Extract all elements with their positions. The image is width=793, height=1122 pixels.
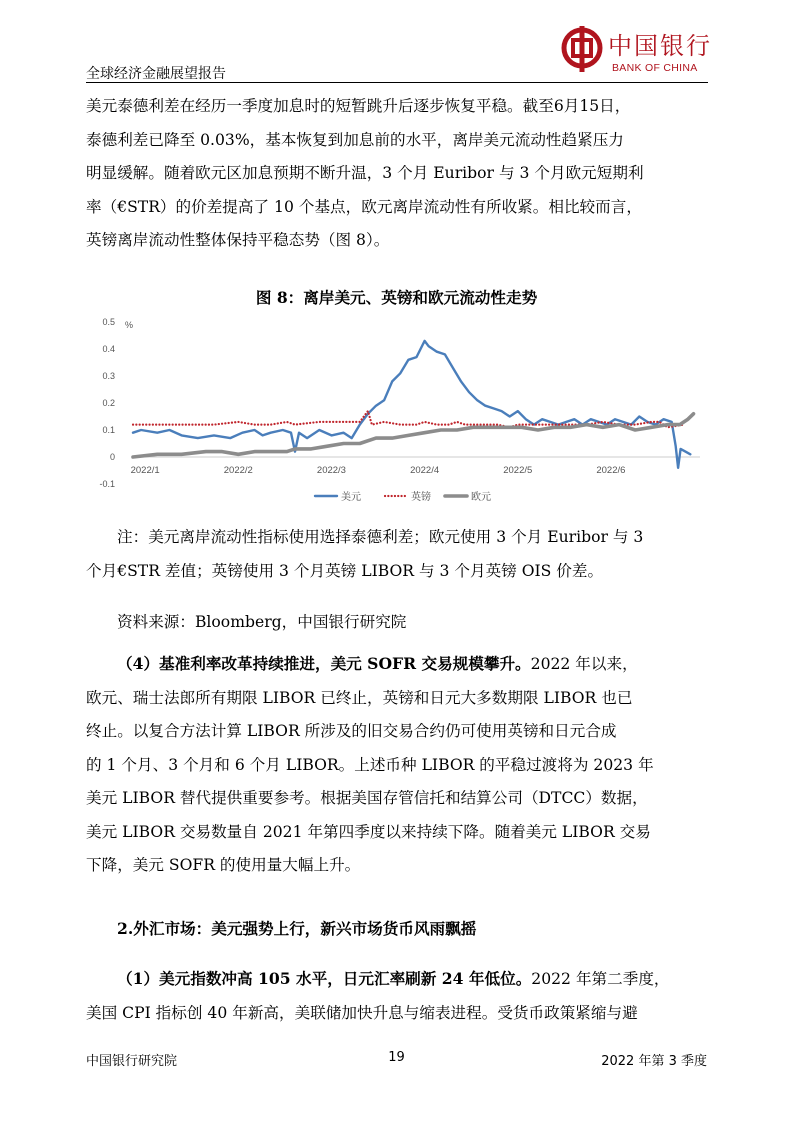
text-line: 的 1 个月、3 个月和 6 个月 LIBOR。上述币种 LIBOR 的平稳过渡将为 2023 年 (86, 755, 654, 774)
y-tick-label: 0.3 (102, 371, 115, 381)
text-line: 美元 LIBOR 交易数量自 2021 年第四季度以来持续下降。随着美元 LIBOR 交易 (86, 822, 651, 841)
figure-title: 图 8：离岸美元、英镑和欧元流动性走势 (255, 288, 538, 307)
bank-logo-icon (560, 24, 604, 74)
text-line: 2022 年第二季度， (531, 970, 670, 988)
note-line: 注：美元离岸流动性指标使用选择泰德利差；欧元使用 3 个月 Euribor 与 3 (117, 528, 644, 546)
footer-org: 中国银行研究院 (86, 1054, 178, 1069)
text-line: 美元 LIBOR 替代提供重要参考。根据美国存管信托和结算公司（DTCC）数据， (86, 789, 648, 807)
y-unit-label: % (125, 320, 134, 330)
y-tick-label: 0.2 (102, 398, 115, 408)
text-line: 欧元、瑞士法郎所有期限 LIBOR 已终止，英镑和日元大多数期限 LIBOR 也已 (86, 688, 633, 707)
page-number: 19 (388, 1050, 405, 1065)
bank-logo-cn: 中国银行 (608, 32, 712, 60)
paragraph-2 (86, 647, 708, 883)
text-line: 2022 年以来， (530, 655, 638, 673)
footer-quarter: 2022 年第 3 季度 (601, 1054, 707, 1069)
legend-label: 英镑 (411, 492, 431, 503)
x-tick-label: 2022/4 (410, 465, 440, 476)
section-heading: 2.外汇市场：美元强势上行，新兴市场货币风雨飘摇 (117, 919, 477, 938)
series-line-gbp (133, 411, 684, 427)
x-tick-label: 2022/3 (316, 465, 346, 476)
text-line: 美国 CPI 指标创 40 年新高，美联储加快升息与缩表进程。受货币政策紧缩与避 (86, 1003, 638, 1022)
figure-source: 资料来源：Bloomberg，中国银行研究院 (117, 613, 407, 631)
paragraph-2-lead: （4）基准利率改革持续推进，美元 SOFR 交易规模攀升。 (117, 654, 531, 673)
text-line: 明显缓解。随着欧元区加息预期不断升温，3 个月 Euribor 与 3 个月欧元短期利 (86, 164, 644, 182)
y-tick-label: 0 (109, 452, 115, 462)
paragraph-3-lead: （1）美元指数冲高 105 水平，日元汇率刷新 24 年低位。 (117, 969, 532, 988)
y-tick-label: 0.4 (102, 344, 115, 354)
text-line: 泰德利差已降至 0.03%，基本恢复到加息前的水平，离岸美元流动性趋紧压力 (86, 130, 624, 149)
legend-label: 美元 (341, 492, 361, 503)
liquidity-line-chart (95, 312, 715, 510)
series-line-usd (133, 341, 690, 468)
legend-label: 欧元 (471, 492, 491, 503)
text-line: 率（€STR）的价差提高了 10 个基点，欧元离岸流动性有所收紧。相比较而言， (86, 197, 642, 216)
text-line: 下降，美元 SOFR 的使用量大幅上升。 (86, 856, 361, 874)
x-tick-label: 2022/5 (503, 465, 533, 476)
text-line: 美元泰德利差在经历一季度加息时的短暂跳升后逐步恢复平稳。截至6月15日， (86, 97, 631, 115)
y-tick-label: 0.5 (102, 317, 115, 327)
text-line: 终止。以复合方法计算 LIBOR 所涉及的旧交易合约仍可使用英镑和日元合成 (86, 722, 617, 740)
figure-note (86, 521, 708, 588)
y-tick-label: -0.1 (99, 479, 115, 489)
paragraph-1 (86, 90, 708, 258)
y-tick-label: 0.1 (102, 425, 115, 435)
note-line: 个月€STR 差值；英镑使用 3 个月英镑 LIBOR 与 3 个月英镑 OIS 价差。 (86, 561, 604, 580)
report-title: 全球经济金融展望报告 (86, 66, 226, 82)
x-tick-label: 2022/6 (596, 465, 626, 476)
header-rule (86, 82, 708, 83)
bank-logo-en: BANK OF CHINA (612, 62, 698, 74)
x-tick-label: 2022/1 (130, 465, 160, 476)
paragraph-3 (86, 962, 708, 1030)
x-tick-label: 2022/2 (223, 465, 253, 476)
text-line: 英镑离岸流动性整体保持平稳态势（图 8）。 (86, 231, 390, 249)
